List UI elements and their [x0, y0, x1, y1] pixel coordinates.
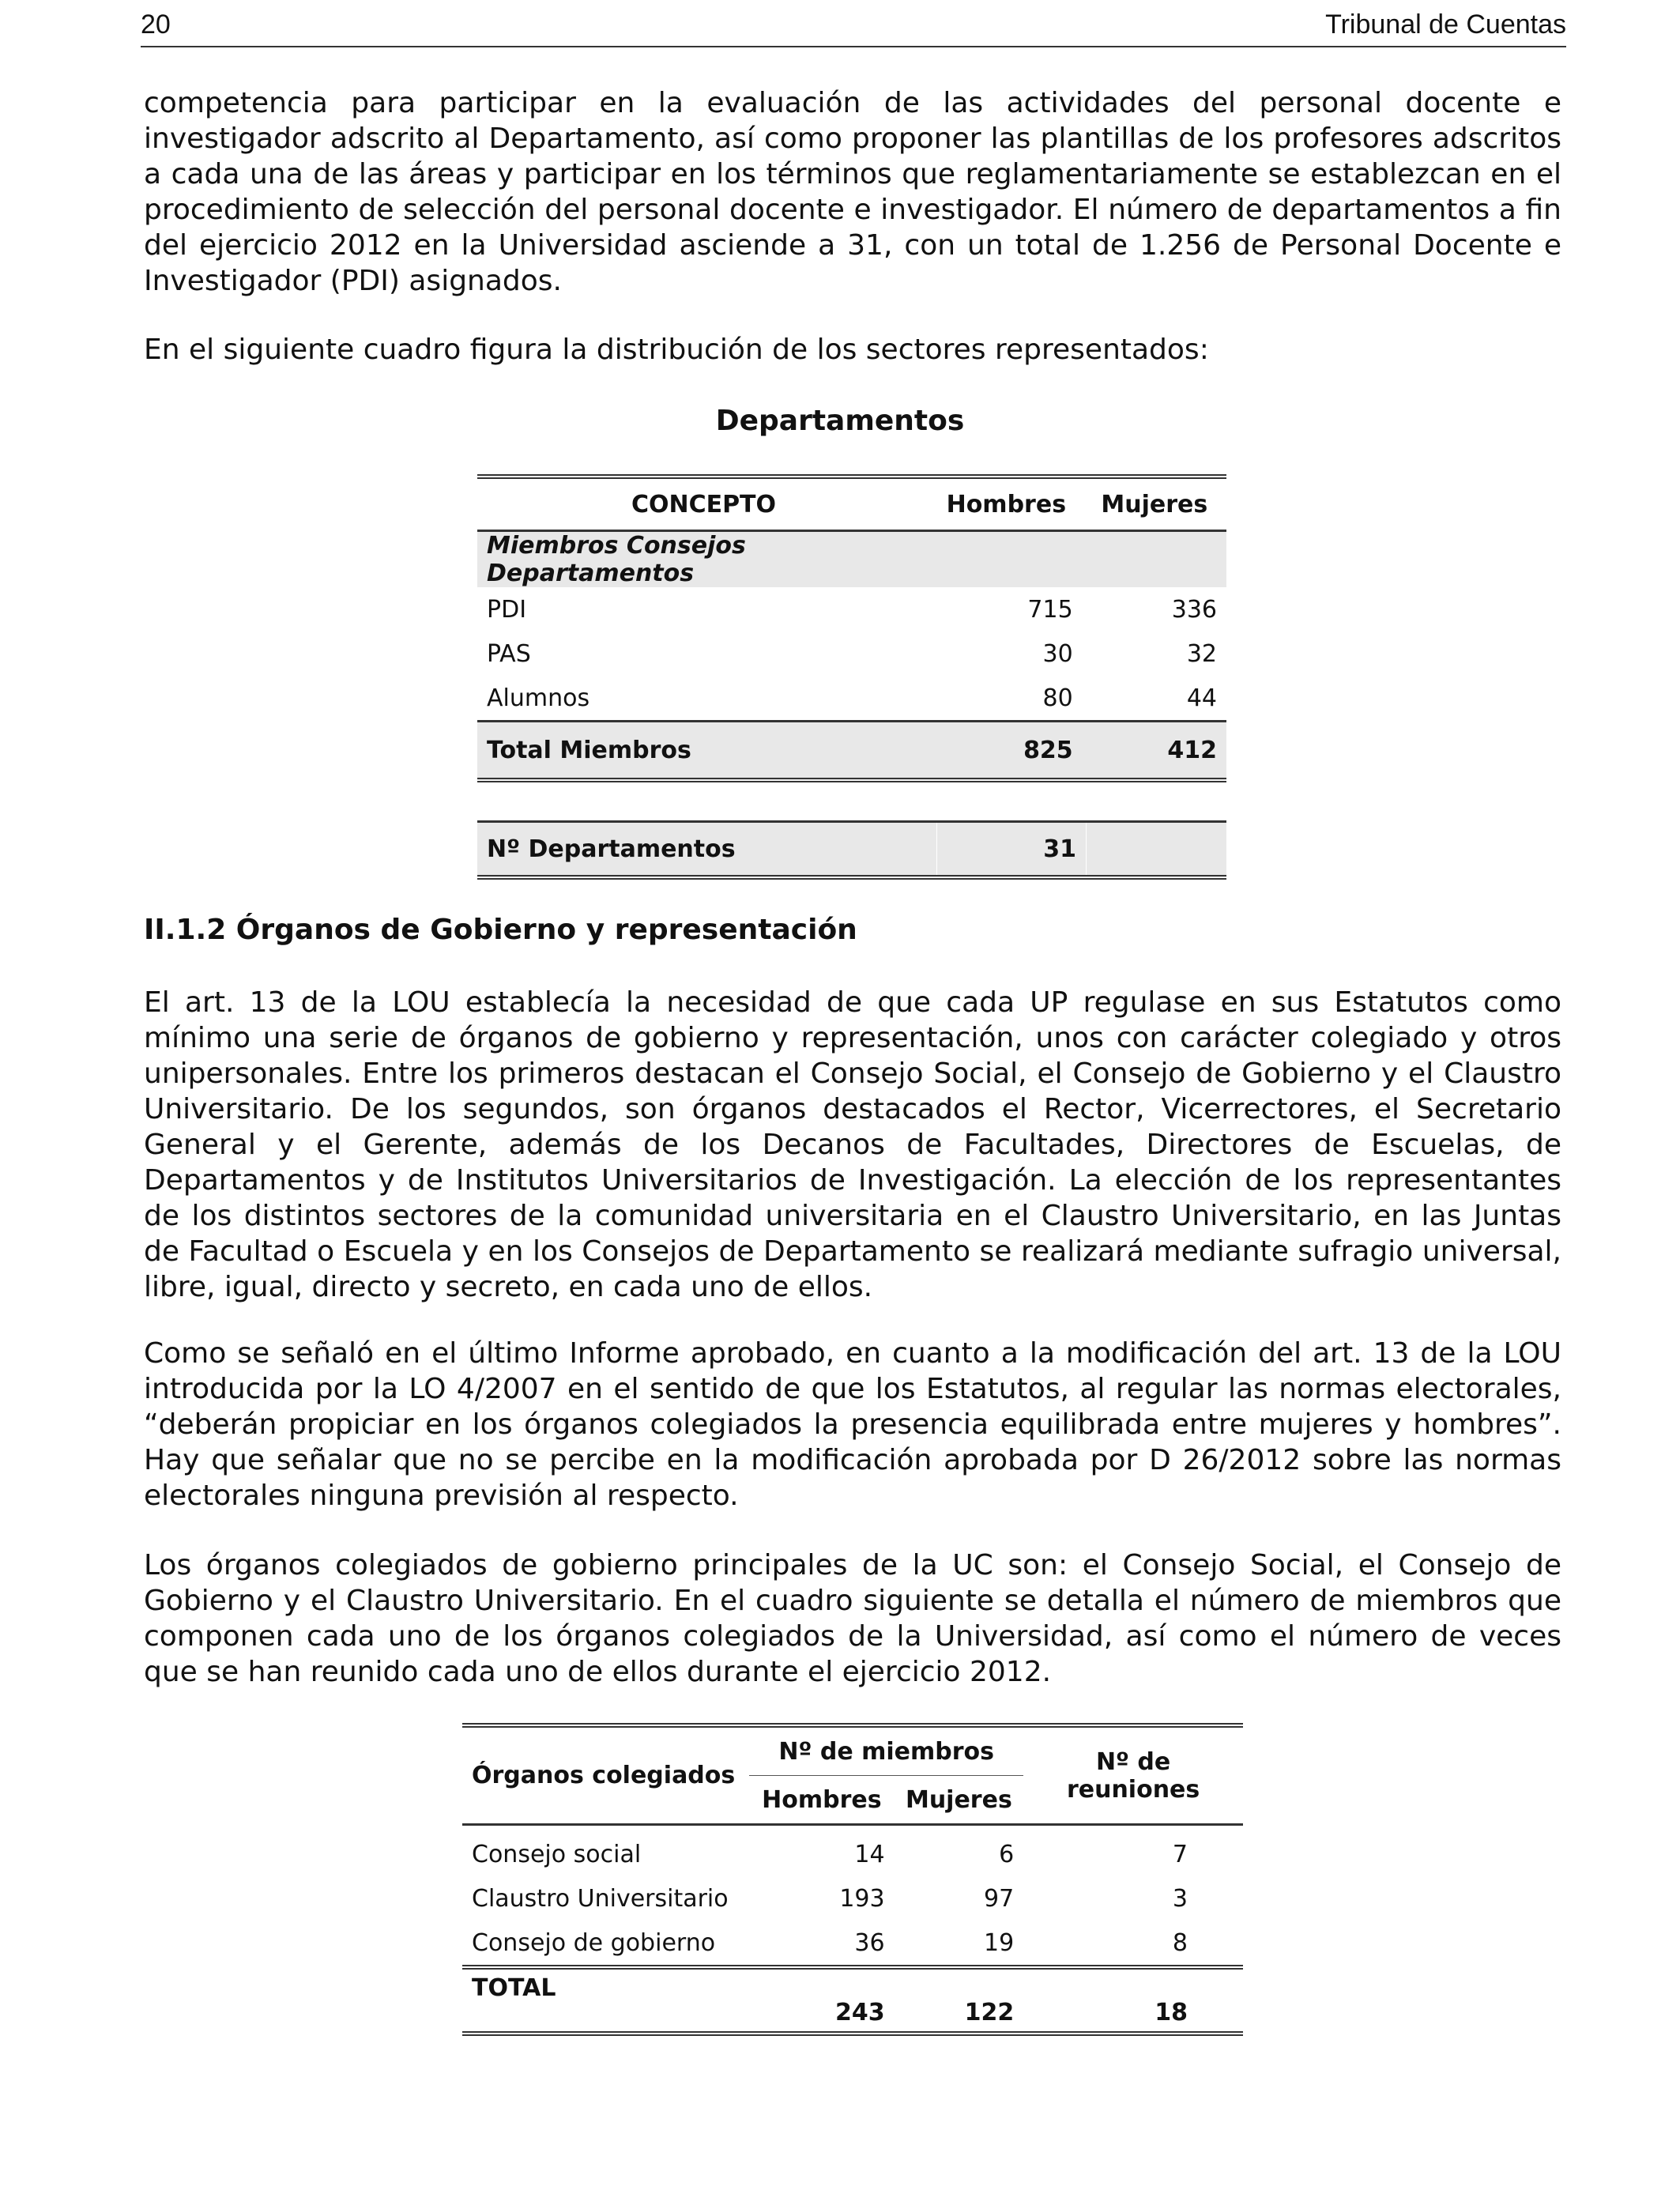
table-row: [462, 1921, 1243, 1967]
header-hombres: Hombres: [749, 1776, 894, 1825]
row-label: Alumnos: [487, 684, 590, 712]
paragraph-3: El art. 13 de la LOU establecía la necesidad de que cada UP regulase en sus Estatutos como mínimo una serie de órganos de gobierno y representación, unos con carácter colegiado y otros unipersonales. Entre los primeros destacan el Consejo Social, el Consejo de Gobierno y el Claustro Universitario. De los segundos, son órganos destacados el Rector, Vicerrectores, el Secretario General y el Gerente, además de los Decanos de Facultades, Directores de Escuelas, de Departamentos y de Institutos Universitarios de Investigación. La elección de los representantes de los distintos sectores de la comunidad universitaria en el Claustro Universitario, en las Juntas de Facultad o Escuela y en los Consejos de Departamento se realizará mediante sufragio universal, libre, igual, directo y secreto, en cada uno de ellos.: [144, 986, 1561, 1303]
row-mujeres: 97: [984, 1884, 1015, 1913]
header-title: Tribunal de Cuentas: [1325, 9, 1566, 40]
page-number: 20: [141, 9, 171, 40]
row-hombres: 36: [854, 1928, 885, 1957]
row-hombres: 80: [1042, 684, 1073, 712]
table-header-row: [477, 477, 1226, 531]
departments-count-table: [477, 820, 1226, 880]
row-label: PAS: [487, 639, 531, 668]
departments-empty-cell: [1086, 822, 1226, 878]
paragraph-4: Como se señaló en el último Informe aprobado, en cuanto a la modificación del art. 13 de la LOU introducida por la LO 4/2007 en el sentido de que los Estatutos, al regular las normas electorales, “deberán propiciar en los órganos colegiados la presencia equilibrada entre mujeres y hombres”. Hay que señalar que no se percibe en la modificación aprobada por D 26/2012 sobre las normas electorales ninguna previsión al respecto.: [144, 1337, 1561, 1512]
table-header-row: [462, 1725, 1243, 1776]
header-reuniones: Nº de reuniones: [1023, 1725, 1243, 1825]
total-hombres: 243: [749, 1967, 894, 2034]
row-label: Consejo social: [472, 1840, 642, 1868]
organos-colegiados-table: [462, 1723, 1243, 2036]
row-reuniones: 8: [1172, 1928, 1188, 1957]
table-row: [462, 1876, 1243, 1921]
group-row: [477, 531, 1226, 588]
row-hombres: 14: [854, 1840, 885, 1868]
total-row: [477, 722, 1226, 781]
row-mujeres: 32: [1186, 639, 1217, 668]
table1-title: Departamentos: [715, 405, 965, 437]
header-miembros: Nº de miembros: [749, 1725, 1023, 1776]
group-label: Miembros Consejos Departamentos: [477, 531, 930, 588]
total-reuniones: 18: [1023, 1967, 1243, 2034]
departments-count-value: 31: [936, 822, 1086, 878]
total-mujeres: 412: [1083, 722, 1226, 781]
row-mujeres: 336: [1171, 595, 1217, 624]
header-mujeres: Mujeres: [1083, 477, 1226, 531]
row-mujeres: 44: [1186, 684, 1217, 712]
row-mujeres: 19: [984, 1928, 1015, 1957]
row-label: Claustro Universitario: [472, 1884, 729, 1913]
total-hombres: 825: [930, 722, 1083, 781]
total-mujeres: 122: [895, 1967, 1024, 2034]
section-heading: II.1.2 Órganos de Gobierno y representación: [144, 914, 857, 946]
header-hombres: Hombres: [930, 477, 1083, 531]
departments-count-row: [477, 822, 1226, 878]
total-label: TOTAL: [462, 1967, 749, 2034]
page-header: [141, 6, 1566, 47]
header-concepto: CONCEPTO: [477, 477, 930, 531]
total-label: Total Miembros: [477, 722, 930, 781]
group-empty-cell: [930, 531, 1083, 588]
row-hombres: 193: [839, 1884, 885, 1913]
paragraph-2: En el siguiente cuadro figura la distribución de los sectores representados:: [144, 334, 1209, 366]
table-row: [477, 587, 1226, 631]
header-mujeres: Mujeres: [895, 1776, 1024, 1825]
row-label: Consejo de gobierno: [472, 1928, 716, 1957]
row-label: PDI: [487, 595, 527, 624]
table-row: [477, 676, 1226, 722]
header-organos: Órganos colegiados: [462, 1725, 749, 1825]
table-row: [462, 1825, 1243, 1877]
paragraph-1: competencia para participar en la evaluación de las actividades del personal docente e investigador adscrito al Departamento, así como proponer las plantillas de los profesores adscritos a cada una de las áreas y participar en los términos que reglamentariamente se establezcan en el procedimiento de selección del personal docente e investigador. El número de departamentos a fin del ejercicio 2012 en la Universidad asciende a 31, con un total de 1.256 de Personal Docente e Investigador (PDI) asignados.: [144, 87, 1561, 297]
row-reuniones: 7: [1172, 1840, 1188, 1868]
departments-count-label: Nº Departamentos: [477, 822, 936, 878]
total-row: [462, 1967, 1243, 2034]
row-reuniones: 3: [1172, 1884, 1188, 1913]
row-hombres: 30: [1042, 639, 1073, 668]
row-hombres: 715: [1027, 595, 1073, 624]
paragraph-5: Los órganos colegiados de gobierno principales de la UC son: el Consejo Social, el Consejo de Gobierno y el Claustro Universitario. En el cuadro siguiente se detalla el número de miembros que componen cada uno de los órganos colegiados de la Universidad, así como el número de veces que se han reunido cada uno de ellos durante el ejercicio 2012.: [144, 1549, 1561, 1688]
table-row: [477, 631, 1226, 676]
row-mujeres: 6: [999, 1840, 1015, 1868]
departamentos-table: [477, 474, 1226, 782]
group-empty-cell: [1083, 531, 1226, 588]
